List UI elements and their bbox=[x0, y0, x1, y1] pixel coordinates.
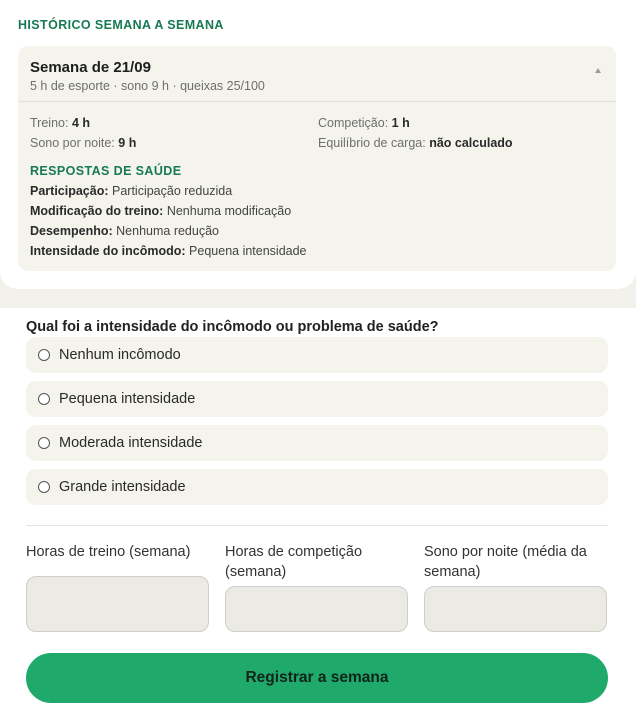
stat-training bbox=[30, 116, 90, 130]
stat-load-value: não calculado bbox=[429, 136, 513, 150]
health-key: Participação: bbox=[30, 184, 109, 198]
option-large[interactable] bbox=[26, 469, 608, 505]
option-label: Grande intensidade bbox=[59, 479, 186, 495]
health-value: Participação reduzida bbox=[112, 184, 233, 198]
health-value: Nenhuma redução bbox=[116, 224, 219, 238]
radio-button[interactable] bbox=[38, 393, 50, 405]
training-hours-label: Horas de treino (semana) bbox=[26, 544, 191, 560]
competition-hours-input[interactable] bbox=[225, 586, 408, 632]
stat-sleep-label: Sono por noite: bbox=[30, 136, 115, 150]
stat-training-label: Treino: bbox=[30, 116, 69, 130]
stat-competition bbox=[318, 116, 410, 130]
week-title: Semana de 21/09 bbox=[30, 59, 151, 76]
health-key: Intensidade do incômodo: bbox=[30, 244, 186, 258]
radio-button[interactable] bbox=[38, 349, 50, 361]
health-discomfort-intensity bbox=[30, 244, 307, 258]
discomfort-question: Qual foi a intensidade do incômodo ou problema de saúde? bbox=[26, 319, 439, 335]
week-accordion-header[interactable] bbox=[18, 46, 616, 102]
history-card bbox=[0, 0, 636, 289]
stat-load-label: Equilíbrio de carga: bbox=[318, 136, 426, 150]
option-label: Moderada intensidade bbox=[59, 435, 203, 451]
health-key: Modificação do treino: bbox=[30, 204, 164, 218]
health-participation bbox=[30, 184, 232, 198]
stat-load-balance bbox=[318, 136, 513, 150]
register-week-button[interactable]: Registrar a semana bbox=[26, 653, 608, 703]
training-hours-input[interactable] bbox=[26, 576, 209, 632]
health-value: Nenhuma modificação bbox=[166, 204, 292, 218]
competition-hours-label: Horas de competição (semana) bbox=[225, 544, 363, 580]
stat-training-value: 4 h bbox=[71, 116, 90, 130]
week-summary: 5 h de esporte · sono 9 h · queixas 25/100 bbox=[30, 79, 265, 93]
option-label: Pequena intensidade bbox=[59, 391, 196, 407]
health-responses-title: RESPOSTAS DE SAÚDE bbox=[30, 164, 182, 178]
stat-sleep-value: 9 h bbox=[118, 136, 137, 150]
stat-competition-label: Competição: bbox=[318, 116, 389, 130]
radio-button[interactable] bbox=[38, 437, 50, 449]
option-small[interactable] bbox=[26, 381, 608, 417]
health-value: Pequena intensidade bbox=[189, 244, 307, 258]
sleep-hours-label: Sono por noite (média da semana) bbox=[424, 544, 587, 580]
health-key: Desempenho: bbox=[30, 224, 113, 238]
radio-button[interactable] bbox=[38, 481, 50, 493]
option-moderate[interactable] bbox=[26, 425, 608, 461]
divider bbox=[26, 525, 608, 526]
sleep-hours-input[interactable] bbox=[424, 586, 607, 632]
caret-up-icon[interactable] bbox=[595, 68, 601, 73]
health-training-modification bbox=[30, 204, 291, 218]
stat-sleep bbox=[30, 136, 136, 150]
stat-competition-value: 1 h bbox=[391, 116, 410, 130]
option-label: Nenhum incômodo bbox=[59, 347, 181, 363]
week-panel bbox=[18, 46, 616, 271]
health-performance bbox=[30, 224, 219, 238]
option-none[interactable] bbox=[26, 337, 608, 373]
weekly-form bbox=[0, 308, 636, 728]
history-title: HISTÓRICO SEMANA A SEMANA bbox=[18, 18, 224, 32]
